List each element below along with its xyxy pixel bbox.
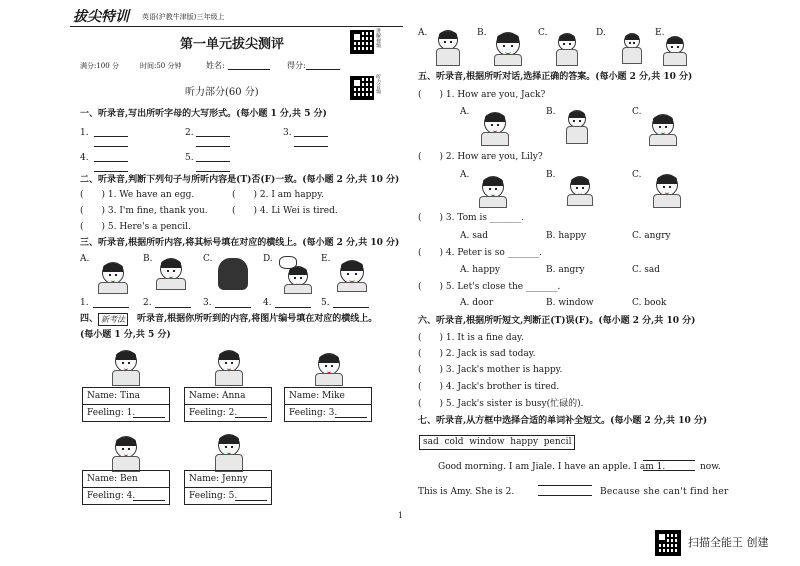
s7-line1-end: now. xyxy=(700,462,721,472)
top-letter-c: C. xyxy=(538,28,548,38)
s7-blank-1b[interactable] xyxy=(643,470,695,471)
tina-body xyxy=(112,370,140,386)
meta-time: 时间:50 分钟 xyxy=(140,62,182,70)
qr-code-video xyxy=(350,30,374,54)
tina-feeling-answer[interactable] xyxy=(133,417,165,418)
q1-option-c-face xyxy=(652,114,674,136)
s3-num-3: 3. xyxy=(203,298,212,308)
new-method-tag: 新考法 xyxy=(98,313,128,326)
s3-answer-4[interactable] xyxy=(275,307,311,308)
jenny-illustration xyxy=(218,434,240,456)
s1-answer-1b[interactable] xyxy=(94,146,128,147)
s1-answer-4[interactable] xyxy=(94,161,128,162)
mike-name: Name: Mike xyxy=(289,391,345,401)
s5-q5[interactable]: ( ) 5. Let's close the _______. xyxy=(418,282,561,292)
s7-blank-1[interactable] xyxy=(643,460,695,461)
points-input-line[interactable] xyxy=(306,69,340,70)
tina-illustration xyxy=(115,350,137,372)
s5-q4-opt-c[interactable]: C. sad xyxy=(632,265,661,275)
s1-answer-2b[interactable] xyxy=(196,146,230,147)
ben-illustration xyxy=(115,436,137,458)
anna-name: Name: Anna xyxy=(189,391,246,401)
section6-title: 六、听录音,根据所听短文,判断正(T)误(F)。(每小题 2 分,共 10 分) xyxy=(418,316,696,326)
qr-code-audio xyxy=(350,76,374,100)
ben-name: Name: Ben xyxy=(87,474,138,484)
name-card-tina xyxy=(82,387,170,422)
q2-option-a-body xyxy=(479,196,507,208)
s7-blank-2[interactable] xyxy=(538,485,592,486)
jenny-feeling: Feeling: 5. xyxy=(189,491,238,501)
ben-feeling-answer[interactable] xyxy=(133,500,165,501)
s5-q2-a: A. xyxy=(460,170,470,180)
s5-q4[interactable]: ( ) 4. Peter is so _______. xyxy=(418,248,543,258)
s1-answer-5[interactable] xyxy=(196,161,230,162)
boy-body-illustration xyxy=(98,282,128,294)
s5-q3-opt-b[interactable]: B. happy xyxy=(546,231,587,241)
s5-q3-opt-c[interactable]: C. angry xyxy=(632,231,671,241)
q2-option-a-face xyxy=(482,176,504,198)
mike-illustration xyxy=(318,353,340,375)
scanner-qr-icon xyxy=(655,530,681,556)
s1-num-3: 3. xyxy=(283,128,292,138)
top-pic-a-body xyxy=(436,48,460,66)
anna-feeling: Feeling: 2. xyxy=(189,408,238,418)
word-bank-box: sad cold window happy pencil xyxy=(419,435,575,450)
page-number: 1 xyxy=(398,511,404,520)
smiling-girl-body xyxy=(337,282,367,292)
tina-feeling: Feeling: 1. xyxy=(87,408,136,418)
s5-q1-a: A. xyxy=(460,107,470,117)
brand-logo: 拔尖特训 xyxy=(73,9,129,25)
s3-num-1: 1. xyxy=(80,298,89,308)
top-letter-e: E. xyxy=(655,28,665,38)
header-rule xyxy=(70,26,403,27)
top-pic-a xyxy=(438,30,458,50)
page-title: 第一单元拔尖测评 xyxy=(180,37,285,52)
section5-title: 五、听录音,根据所听对话,选择正确的答案。(每小题 2 分,共 10 分) xyxy=(418,72,693,82)
s1-answer-1[interactable] xyxy=(94,136,128,137)
s1-answer-4b[interactable] xyxy=(94,171,128,172)
s6-item-5[interactable]: ( ) 5. Jack's sister is busy(忙碌的). xyxy=(418,399,584,409)
top-pic-b-body xyxy=(494,54,522,66)
s3-letter-b: B. xyxy=(143,254,153,264)
meta-score: 满分:100 分 xyxy=(80,62,119,70)
s5-q1-b: B. xyxy=(546,107,556,117)
name-card-mike xyxy=(284,387,372,422)
s3-letter-a: A. xyxy=(80,254,90,264)
s5-q1-c: C. xyxy=(632,107,642,117)
s7-line2-end: Because she can't find her xyxy=(600,487,729,497)
q2-option-c-face xyxy=(656,174,678,196)
s1-answer-2[interactable] xyxy=(196,136,230,137)
s5-q5-opt-b[interactable]: B. window xyxy=(546,298,594,308)
name-input-line[interactable] xyxy=(228,69,270,70)
top-pic-b xyxy=(496,32,520,56)
s7-blank-2b[interactable] xyxy=(538,495,592,496)
section7-title: 七、听录音,从方框中选择合适的单词补全短文。(每小题 2 分,共 10 分) xyxy=(418,416,708,426)
s5-q3[interactable]: ( ) 3. Tom is _______. xyxy=(418,213,525,223)
boy-face-illustration xyxy=(102,262,124,284)
q2-option-c-body xyxy=(653,194,681,208)
s5-q4-opt-b[interactable]: B. angry xyxy=(546,265,585,275)
s5-q2[interactable]: ( ) 2. How are you, Lily? xyxy=(418,152,543,162)
s3-answer-1[interactable] xyxy=(93,307,129,308)
s3-letter-c: C. xyxy=(203,254,213,264)
name-card-ben xyxy=(82,470,170,505)
q2-option-b-face xyxy=(570,176,590,196)
name-label: 姓名: xyxy=(206,61,225,70)
s5-q3-opt-a[interactable]: A. sad xyxy=(460,231,488,241)
top-pic-e-body xyxy=(663,52,687,66)
s5-q5-opt-c[interactable]: C. book xyxy=(632,298,667,308)
mike-feeling: Feeling: 3. xyxy=(289,408,338,418)
top-pic-c-body xyxy=(556,49,578,66)
top-pic-d-body xyxy=(622,47,642,64)
anna-feeling-answer[interactable] xyxy=(235,417,267,418)
s1-num-4: 4. xyxy=(80,153,89,163)
q1-option-a-body xyxy=(481,132,509,146)
mike-body xyxy=(315,373,343,386)
s6-item-1[interactable]: ( ) 1. It is a fine day. xyxy=(418,333,524,343)
s6-item-2[interactable]: ( ) 2. Jack is sad today. xyxy=(418,349,536,359)
book-subtitle: 英语(沪教牛津版)三年级上 xyxy=(142,13,225,21)
s2-item-1[interactable]: ( ) 1. We have an egg. xyxy=(80,190,195,200)
name-card-jenny xyxy=(184,470,272,505)
smiling-girl-illustration xyxy=(340,260,364,284)
s1-num-2: 2. xyxy=(185,128,194,138)
section2-title: 二、听录音,判断下列句子与所听内容是(T)否(F)一致。(每小题 2 分,共 10 分) xyxy=(80,175,400,185)
s3-answer-3[interactable] xyxy=(215,307,251,308)
jenny-name: Name: Jenny xyxy=(189,474,248,484)
s2-item-2[interactable]: ( ) 2. I am happy. xyxy=(232,190,324,200)
name-card-anna xyxy=(184,387,272,422)
anna-illustration xyxy=(218,350,240,372)
q1-option-b-body xyxy=(566,126,588,144)
s6-item-3[interactable]: ( ) 3. Jack's mother is happy. xyxy=(418,365,563,375)
s2-item-5[interactable]: ( ) 5. Here's a pencil. xyxy=(80,222,191,232)
s3-num-4: 4. xyxy=(263,298,272,308)
s5-q2-c: C. xyxy=(632,170,642,180)
s1-answer-3b[interactable] xyxy=(294,146,328,147)
section1-title: 一、听录音,写出所听字母的大写形式。(每小题 1 分,共 5 分) xyxy=(80,109,327,119)
s3-num-2: 2. xyxy=(143,298,152,308)
s5-q2-b: B. xyxy=(546,170,556,180)
jenny-feeling-answer[interactable] xyxy=(235,500,267,501)
s7-line1: Good morning. I am Jiale. I have an apple. I am 1. xyxy=(438,462,666,472)
girl-body-illustration xyxy=(156,278,186,290)
s3-letter-e: E. xyxy=(321,254,331,264)
anna-body xyxy=(215,370,243,386)
s3-answer-5[interactable] xyxy=(333,307,369,308)
s5-q5-opt-a[interactable]: A. door xyxy=(460,298,494,308)
mike-feeling-answer[interactable] xyxy=(335,417,367,418)
s7-line2: This is Amy. She is 2. xyxy=(418,487,515,497)
s2-item-4[interactable]: ( ) 4. Li Wei is tired. xyxy=(232,206,338,216)
s6-item-4[interactable]: ( ) 4. Jack's brother is tired. xyxy=(418,382,560,392)
s1-answer-5b[interactable] xyxy=(196,171,230,172)
top-letter-d: D. xyxy=(596,28,606,38)
s1-answer-3[interactable] xyxy=(294,136,328,137)
listening-part-title: 听力部分(60 分) xyxy=(185,87,259,98)
girl-face-illustration xyxy=(160,258,182,280)
section4-number: 四、 xyxy=(80,314,99,324)
top-letter-a: A. xyxy=(418,28,428,38)
points-label: 得分: xyxy=(287,61,306,70)
s1-num-1: 1. xyxy=(80,128,89,138)
s3-answer-2[interactable] xyxy=(155,307,191,308)
thinking-boy-illustration xyxy=(288,266,308,286)
person-hugging-illustration xyxy=(218,258,248,290)
qr-audio-label: 听力音频 xyxy=(375,74,381,94)
thinking-boy-body xyxy=(284,284,312,294)
s5-q4-opt-a[interactable]: A. happy xyxy=(460,265,500,275)
section4-title: 听录音,根据你所听到的内容,将图片编号填在对应的横线上。 xyxy=(137,314,378,324)
s3-num-5: 5. xyxy=(321,298,330,308)
s2-item-3[interactable]: ( ) 3. I'm fine, thank you. xyxy=(80,206,208,216)
qr-video-label: 讲解视频 xyxy=(375,28,381,48)
top-letter-b: B. xyxy=(477,28,487,38)
s1-num-5: 5. xyxy=(185,153,194,163)
q1-option-a-face xyxy=(484,112,506,134)
ben-feeling: Feeling: 4. xyxy=(87,491,136,501)
tina-name: Name: Tina xyxy=(87,391,141,401)
s3-letter-d: D. xyxy=(263,254,273,264)
section3-title: 三、听录音,根据所听内容,将其标号填在对应的横线上。(每小题 2 分,共 10 分) xyxy=(80,238,400,248)
s5-q1[interactable]: ( ) 1. How are you, Jack? xyxy=(418,90,546,100)
section4-title-points: (每小题 1 分,共 5 分) xyxy=(80,330,171,340)
q1-option-c-body xyxy=(649,134,677,146)
q2-option-b-body xyxy=(567,194,593,206)
scanner-watermark: 扫描全能王 创建 xyxy=(688,536,769,549)
